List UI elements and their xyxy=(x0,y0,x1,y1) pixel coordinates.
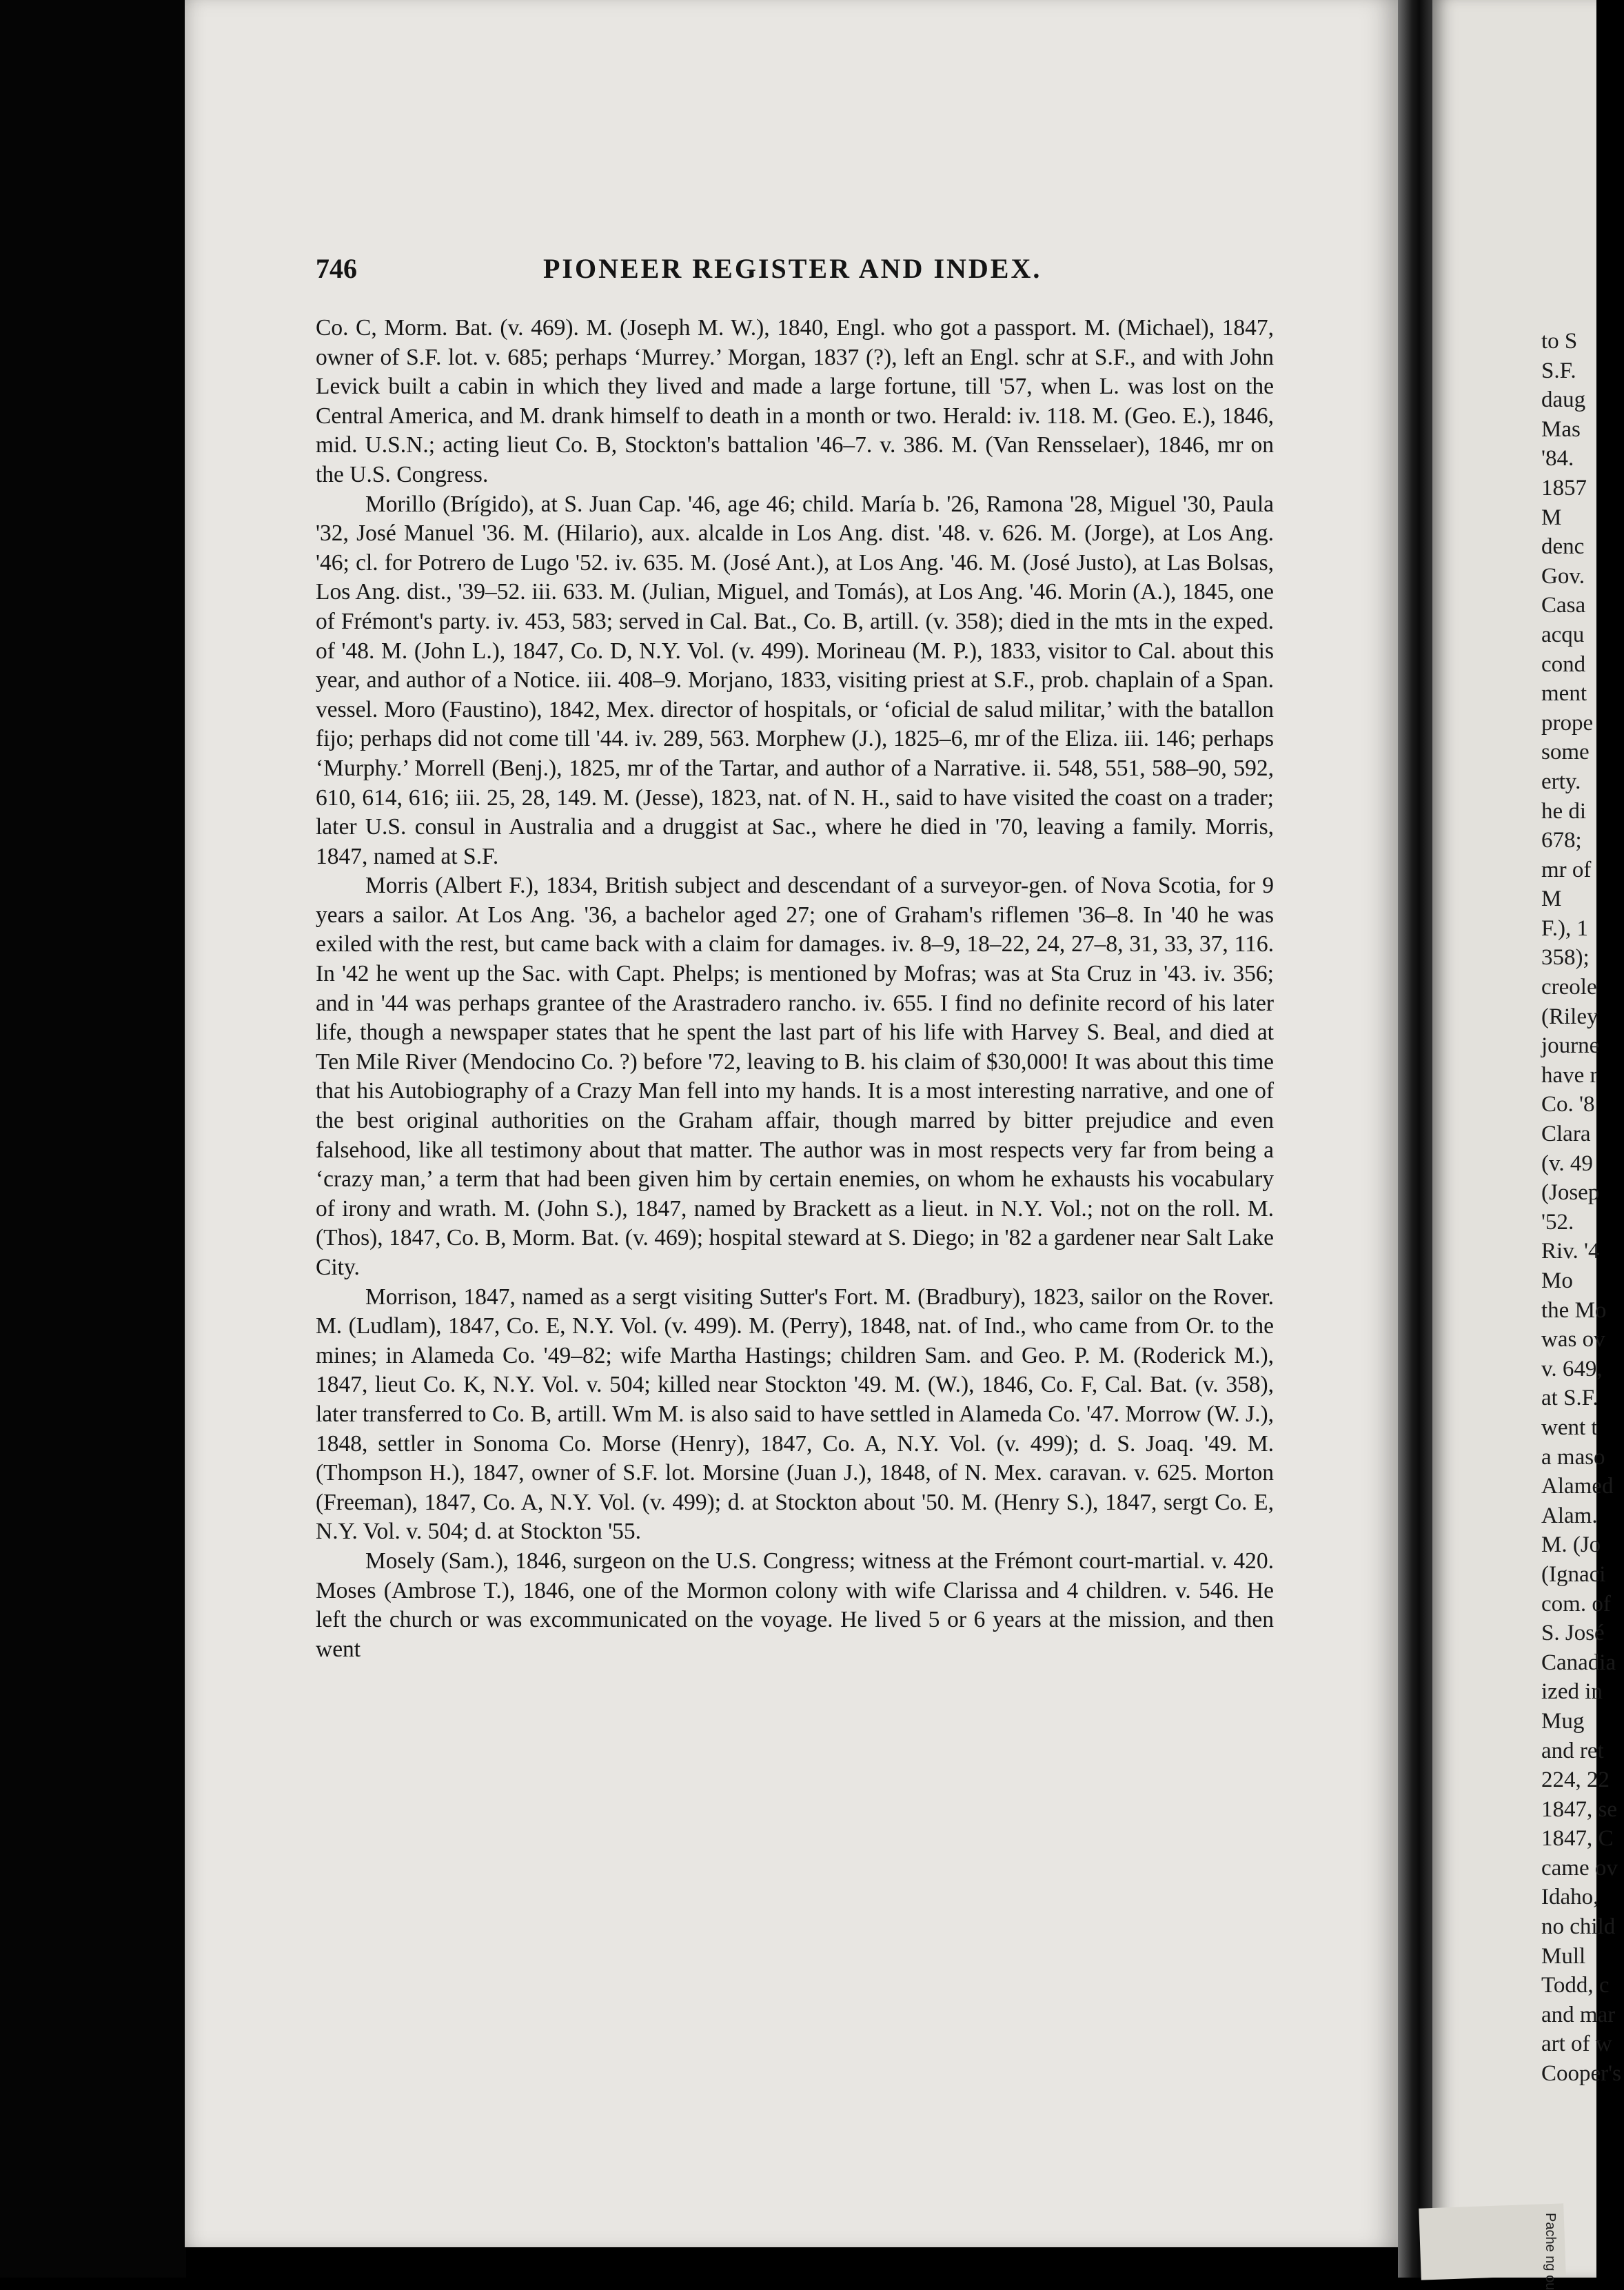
right-page-line: Canadia xyxy=(1541,1650,1616,1675)
right-page-line: went t xyxy=(1541,1415,1598,1440)
running-title: PIONEER REGISTER AND INDEX. xyxy=(543,253,1042,284)
right-page-line: denc xyxy=(1541,534,1585,560)
right-page-line: erty. xyxy=(1541,769,1581,794)
right-page-line: came ov xyxy=(1541,1855,1618,1881)
right-page-line: Todd, c xyxy=(1541,1973,1610,1998)
right-page-line: have r xyxy=(1541,1062,1598,1088)
right-page-line: no child xyxy=(1541,1914,1616,1940)
page-header xyxy=(316,252,1274,294)
right-page-line: the Mo xyxy=(1541,1297,1607,1323)
book-gutter xyxy=(1398,0,1434,2278)
right-page-line: (v. 49 xyxy=(1541,1151,1593,1176)
right-page-line: ized in xyxy=(1541,1679,1603,1705)
right-page-line: creole xyxy=(1541,975,1597,1000)
library-label-text: Pache ng ou xyxy=(1543,2213,1558,2290)
right-page-line: a maso xyxy=(1541,1444,1605,1470)
right-page-line: '84. xyxy=(1541,446,1574,472)
right-page-text-fragments xyxy=(1541,327,1624,2089)
right-page-line: cond xyxy=(1541,651,1586,677)
right-page-line: some xyxy=(1541,740,1590,765)
right-page-line: Riv. '4 xyxy=(1541,1239,1600,1264)
right-page-line: 224, 22 xyxy=(1541,1767,1610,1793)
right-page-line: S. José xyxy=(1541,1621,1605,1646)
right-page-line: to S xyxy=(1541,329,1578,354)
right-page-line: journe xyxy=(1541,1033,1600,1059)
right-page-line: 1847, se xyxy=(1541,1796,1617,1822)
right-page-line: (Riley xyxy=(1541,1004,1598,1029)
right-page-line: S.F. xyxy=(1541,358,1576,383)
right-page-line: M. (Jo xyxy=(1541,1532,1601,1558)
entry-paragraph: Morris (Albert F.), 1834, British subject and descendant of a surveyor-gen. of Nova Scotia, for 9 years a sailor. At Los Ang. '36, a bachelor aged 27; one of Graham's riflemen '36–8. In '40 he was exiled with the rest, but came back with a claim for damages. iv. 8–9, 18–22, 24, 27–8, 31, 33, 37, 116. In '42 he went up the Sac. with Capt. Phelps; is mentioned by Mofras; was at Sta Cruz in '43. iv. 356; and in '44 was perhaps grantee of the Arastradero rancho. iv. 655. I find no definite record of his later life, though a newspaper states that he spent the last part of his life with Harvey S. Beal, and died at Ten Mile River (Mendocino Co. ?) before '72, leaving to B. his claim of $30,000! It was about this time that his Autobiography of a Crazy Man fell into my hands. It is a most interesting narrative, and one of the best original authorities on the Graham affair, though marred by bitter prejudice and even falsehood, like all testimony about that matter. The author was in most respects very far from being a ‘crazy man,’ a term that had been given him by certain enemies, on whom he exhausts his vocabulary of irony and wrath. M. (John S.), 1847, named by Brackett as a lieut. in N.Y. Vol.; not on the roll. M. (Thos), 1847, Co. B, Morm. Bat. (v. 469); hospital steward at S. Diego; in '82 a gardener near Salt Lake City. xyxy=(316,873,1274,1280)
right-page-line: prope xyxy=(1541,710,1594,736)
right-page-line: (Josep xyxy=(1541,1180,1600,1206)
right-page-line: Mas xyxy=(1541,416,1581,442)
right-page-line: Gov. xyxy=(1541,563,1585,589)
right-page-line: '52. xyxy=(1541,1209,1574,1235)
right-page-line: Idaho, xyxy=(1541,1885,1599,1910)
entry-paragraph: Co. C, Morm. Bat. (v. 469). M. (Joseph M. W.), 1840, Engl. who got a passport. M. (Michael), 1847, owner of S.F. lot. v. 685; perhaps ‘Murrey.’ Morgan, 1837 (?), left an Engl. schr at S.F., and with John Levick built a cabin in which they lived and made a large fortune, till '57, when L. was lost on the Central America, and M. drank himself to death in a month or two. Herald: iv. 118. M. (Geo. E.), 1846, mid. U.S.N.; acting lieut Co. B, Stockton's battalion '46–7. v. 386. M. (Van Rensselaer), 1846, mr on the U.S. Congress. xyxy=(316,315,1274,487)
right-page-line: v. 649, xyxy=(1541,1356,1603,1381)
entry-paragraph: Mosely (Sam.), 1846, surgeon on the U.S. Congress; witness at the Frémont court-martial. v. 420. Moses (Ambrose T.), 1846, one of the Mormon colony with wife Clarissa and 4 children. v. 546. He left the church or was excommunicated on the voyage. He lived 5 or 6 years at the mission, and then went xyxy=(316,1548,1274,1662)
right-page-line: 678; xyxy=(1541,828,1582,853)
right-page-line: acqu xyxy=(1541,622,1585,647)
right-page-line: and ret xyxy=(1541,1738,1604,1763)
right-page-line: Alam. xyxy=(1541,1503,1598,1528)
right-page-line: at S.F. xyxy=(1541,1386,1598,1411)
right-page-line: 1857 xyxy=(1541,475,1587,500)
right-page-line: Alamed xyxy=(1541,1474,1614,1499)
right-page-line: Mull xyxy=(1541,1943,1586,1969)
page-number: 746 xyxy=(316,253,357,284)
right-page-line: com. of xyxy=(1541,1591,1611,1617)
right-page-line: Casa xyxy=(1541,593,1586,618)
right-page-line: mr of xyxy=(1541,857,1592,882)
right-page-line: 358); xyxy=(1541,945,1590,971)
right-page-line: Mo xyxy=(1541,1268,1573,1293)
right-page-line: M xyxy=(1541,505,1562,530)
left-scan-margin xyxy=(0,0,186,2278)
register-entries xyxy=(316,314,1274,1664)
right-page-line: daug xyxy=(1541,387,1586,413)
right-page-line: F.), 1 xyxy=(1541,915,1588,941)
entry-paragraph: Morrison, 1847, named as a sergt visiting Sutter's Fort. M. (Bradbury), 1823, sailor on the Rover. M. (Ludlam), 1847, Co. E, N.Y. Vol. (v. 499). M. (Perry), 1848, nat. of Ind., who came from Or. to the mines; in Alameda Co. '49–82; wife Martha Hastings; children Sam. and Geo. P. M. (Roderick M.), 1847, lieut Co. K, N.Y. Vol. v. 504; killed near Stockton '49. M. (W.), 1846, Co. F, Cal. Bat. (v. 358), later transferred to Co. B, artill. Wm M. is also said to have settled in Alameda Co. '47. Morrow (W. J.), 1848, settler in Sonoma Co. Morse (Henry), 1847, Co. A, N.Y. Vol. (v. 499); d. S. Joaq. '49. M. (Thompson H.), 1847, owner of S.F. lot. Morsine (Juan J.), 1848, of N. Mex. caravan. v. 625. Morton (Freeman), 1847, Co. A, N.Y. Vol. (v. 499); d. at Stockton about '50. M. (Henry S.), 1847, sergt Co. E, N.Y. Vol. v. 504; d. at Stockton '55. xyxy=(316,1284,1274,1545)
right-page-line: (Ignaci xyxy=(1541,1561,1606,1587)
right-page-line: Co. '8 xyxy=(1541,1092,1595,1117)
right-page-line: M xyxy=(1541,886,1562,912)
right-page-line: and mar xyxy=(1541,2002,1616,2027)
right-page-line: Mug xyxy=(1541,1708,1585,1734)
right-page-line: was ov xyxy=(1541,1327,1605,1352)
entry-paragraph: Morillo (Brígido), at S. Juan Cap. '46, age 46; child. María b. '26, Ramona '28, Miguel '30, Paula '32, José Manuel '36. M. (Hilario), aux. alcalde in Los Ang. dist. '48. v. 626. M. (Jorge), at Los Ang. '46; cl. for Potrero de Lugo '52. iv. 635. M. (José Ant.), at Los Ang. '46. M. (José Justo), at Las Bolsas, Los Ang. dist., '39–52. iii. 633. M. (Julian, Miguel, and Tomás), at Los Ang. '46. Morin (A.), 1845, one of Frémont's party. iv. 453, 583; served in Cal. Bat., Co. B, artill. (v. 358); died in the mts in the exped. of '48. M. (John L.), 1847, Co. D, N.Y. Vol. (v. 499). Morineau (M. P.), 1833, visitor to Cal. about this year, and author of a Notice. iii. 408–9. Morjano, 1833, visiting priest at S.F., prob. chaplain of a Span. vessel. Moro (Faustino), 1842, Mex. director of hospitals, or ‘oficial de salud militar,’ with the batallon fijo; perhaps did not come till '44. iv. 289, 563. Morphew (J.), 1825–6, mr of the Eliza. iii. 146; perhaps ‘Murphy.’ Morrell (Benj.), 1825, mr of the Tartar, and author of a Narrative. ii. 548, 551, 588–90, 592, 610, 614, 616; iii. 25, 28, 149. M. (Jesse), 1823, nat. of N. H., said to have visited the coast on a trader; later U.S. consul in Australia and a druggist at Sac., where he died in '70, leaving a family. Morris, 1847, named at S.F. xyxy=(316,491,1274,869)
right-page-line: art of w xyxy=(1541,2031,1612,2057)
right-page-line: ment xyxy=(1541,681,1587,707)
right-page-line: Clara xyxy=(1541,1122,1591,1147)
right-page-line: Cooper's xyxy=(1541,2061,1621,2087)
right-page-line: he di xyxy=(1541,798,1587,824)
right-page-line: 1847, C xyxy=(1541,1826,1614,1852)
